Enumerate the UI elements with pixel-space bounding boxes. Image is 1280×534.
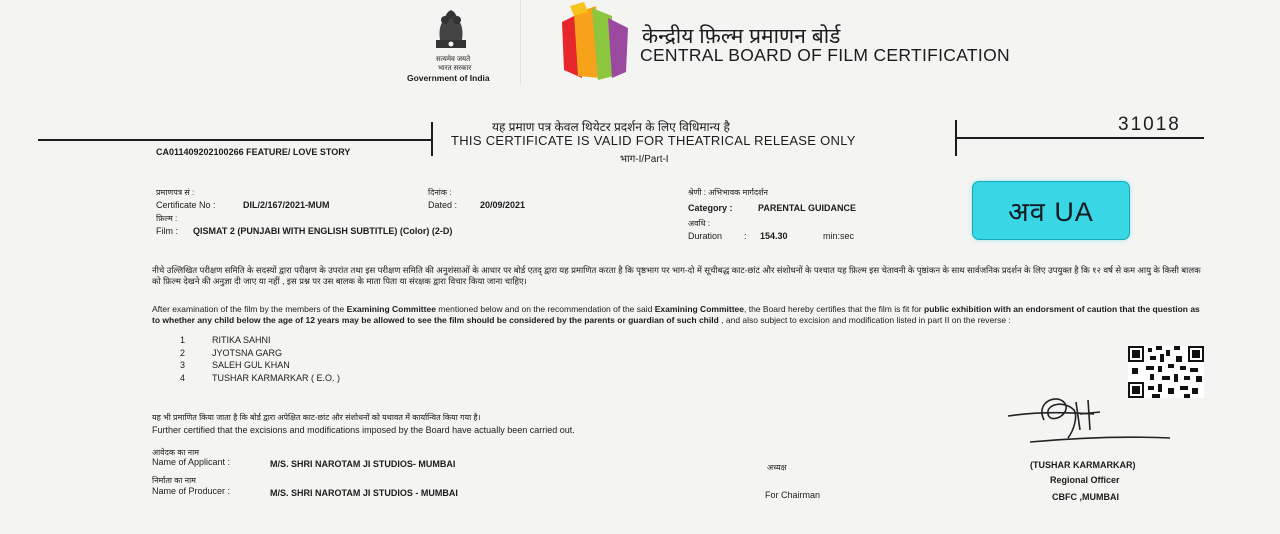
- producer-hindi: निर्माता का नाम: [152, 476, 196, 485]
- committee-name: RITIKA SAHNI: [212, 335, 271, 345]
- applicant-label: Name of Applicant :: [152, 457, 231, 467]
- para-part-bold: Examining Committee: [654, 304, 744, 314]
- duration-unit: min:sec: [823, 231, 855, 241]
- certificate-no-hindi: प्रमाणपत्र सं :: [156, 188, 195, 197]
- certificate-no-value: DIL/2/167/2021-MUM: [243, 200, 330, 210]
- further-english: Further certified that the excisions and modifications imposed by the Board have actually been carried out.: [152, 425, 575, 435]
- serial-number: 31018: [1118, 114, 1181, 135]
- para-part-bold: public exhibition with an endorsment of caution that the question as to whether any child below the age of 12 years may be allowed to see the film should be considered by the parents or guardian of such child: [152, 304, 1200, 325]
- signatory-office: CBFC ,MUMBAI: [1052, 492, 1119, 502]
- gov-hindi: भारत सरकार: [438, 65, 472, 72]
- committee-name: SALEH GUL KHAN: [212, 360, 290, 370]
- producer-value: M/S. SHRI NAROTAM JI STUDIOS - MUMBAI: [270, 488, 458, 498]
- validity-hindi: यह प्रमाण पत्र केवल थियेटर प्रदर्शन के लिए विधिमान्य है: [492, 120, 730, 134]
- duration-value: 154.30: [760, 231, 788, 241]
- film-hindi: फ़िल्म :: [156, 214, 178, 223]
- category-hindi: श्रेणी : अभिभावक मार्गदर्शन: [688, 188, 768, 197]
- cbfc-logo-icon: [556, 0, 632, 82]
- committee-name: JYOTSNA GARG: [212, 348, 283, 358]
- chairman-english: For Chairman: [765, 490, 821, 500]
- header-divider: [520, 0, 521, 84]
- emblem-motto: सत्यमेव जयते: [436, 56, 471, 63]
- para-part: , and also subject to excision and modification listed in part II on the reverse :: [718, 314, 1011, 325]
- ashoka-emblem-icon: [428, 6, 474, 52]
- english-certification-paragraph: [152, 304, 1207, 325]
- film-label: Film :: [156, 226, 178, 236]
- right-rule: [956, 137, 1204, 139]
- signature-icon: [1004, 390, 1174, 448]
- para-part: mentioned below and on the recommendation of the said: [435, 304, 655, 314]
- category-value: PARENTAL GUIDANCE: [758, 203, 857, 213]
- committee-name: TUSHAR KARMARKAR ( E.O. ): [212, 373, 341, 383]
- duration-colon: :: [744, 231, 747, 241]
- left-rule: [38, 139, 432, 141]
- committee-num: 1: [180, 335, 186, 345]
- reference-code: CA011409202100266 FEATURE/ LOVE STORY: [156, 147, 351, 157]
- signatory-name: (TUSHAR KARMARKAR): [1030, 460, 1136, 470]
- board-name-hindi: केन्द्रीय फ़िल्म प्रमाणन बोर्ड: [642, 25, 841, 48]
- para-part: , the Board hereby certifies that the film is fit for: [744, 304, 924, 314]
- applicant-hindi: आवेदक का नाम: [152, 448, 199, 457]
- date-value: 20/09/2021: [480, 200, 526, 210]
- board-name-english: CENTRAL BOARD OF FILM CERTIFICATION: [640, 45, 1010, 65]
- gov-english: Government of India: [407, 73, 490, 83]
- producer-label: Name of Producer :: [152, 486, 231, 496]
- certificate-no-label: Certificate No :: [156, 200, 216, 210]
- para-part: After examination of the film by the members of the: [152, 304, 347, 314]
- validity-english: THIS CERTIFICATE IS VALID FOR THEATRICAL RELEASE ONLY: [451, 133, 856, 148]
- hindi-certification-paragraph: नीचे उल्लिखित परीक्षण समिति के सदस्यों द्वारा परीक्षण के उपरांत तथा इस परीक्षण समिति की अनुशंसाओं के आधार पर बोर्ड एतद् द्वारा यह प्रमाणित करता है कि पृष्ठभाग पर भाग-दो में सूचीबद्ध काट-छांट और संशोधनों के पश्चात यह फ़िल्म इस चेतावनी के पृष्ठांकन के साथ सार्वजनिक प्रदर्शन के लिए उपयुक्त है कि १२ वर्ष से कम आयु के किसी बालक को फ़िल्म देखने की अनुज्ञा दी जाए या नहीं , इस प्रश्न पर उस बालक के माता पिता या संरक्षक द्वारा विचार किया जाना चाहिए।: [152, 265, 1201, 286]
- validity-part: भाग-I/Part-I: [620, 154, 669, 165]
- film-value: QISMAT 2 (PUNJABI WITH ENGLISH SUBTITLE) (Color) (2-D): [193, 226, 453, 236]
- category-label: Category :: [688, 203, 733, 213]
- duration-hindi: अवधि :: [688, 219, 710, 228]
- committee-num: 4: [180, 373, 186, 383]
- duration-label: Duration: [688, 231, 723, 241]
- committee-num: 3: [180, 360, 186, 370]
- date-label: Dated :: [428, 200, 458, 210]
- chairman-hindi: अध्यक्ष: [767, 463, 787, 472]
- rating-badge: अव UA: [972, 181, 1130, 240]
- further-hindi: यह भी प्रमाणित किया जाता है कि बोर्ड द्वारा अपेक्षित काट-छांट और संशोधनों को यथावत में कार्यान्वित किया गया है।: [152, 413, 481, 422]
- date-hindi: दिनांक :: [428, 188, 452, 197]
- left-rule-tick: [431, 122, 433, 156]
- signatory-title: Regional Officer: [1050, 475, 1120, 485]
- applicant-value: M/S. SHRI NAROTAM JI STUDIOS- MUMBAI: [270, 459, 456, 469]
- para-part-bold: Examining Committee: [346, 304, 436, 314]
- committee-num: 2: [180, 348, 186, 358]
